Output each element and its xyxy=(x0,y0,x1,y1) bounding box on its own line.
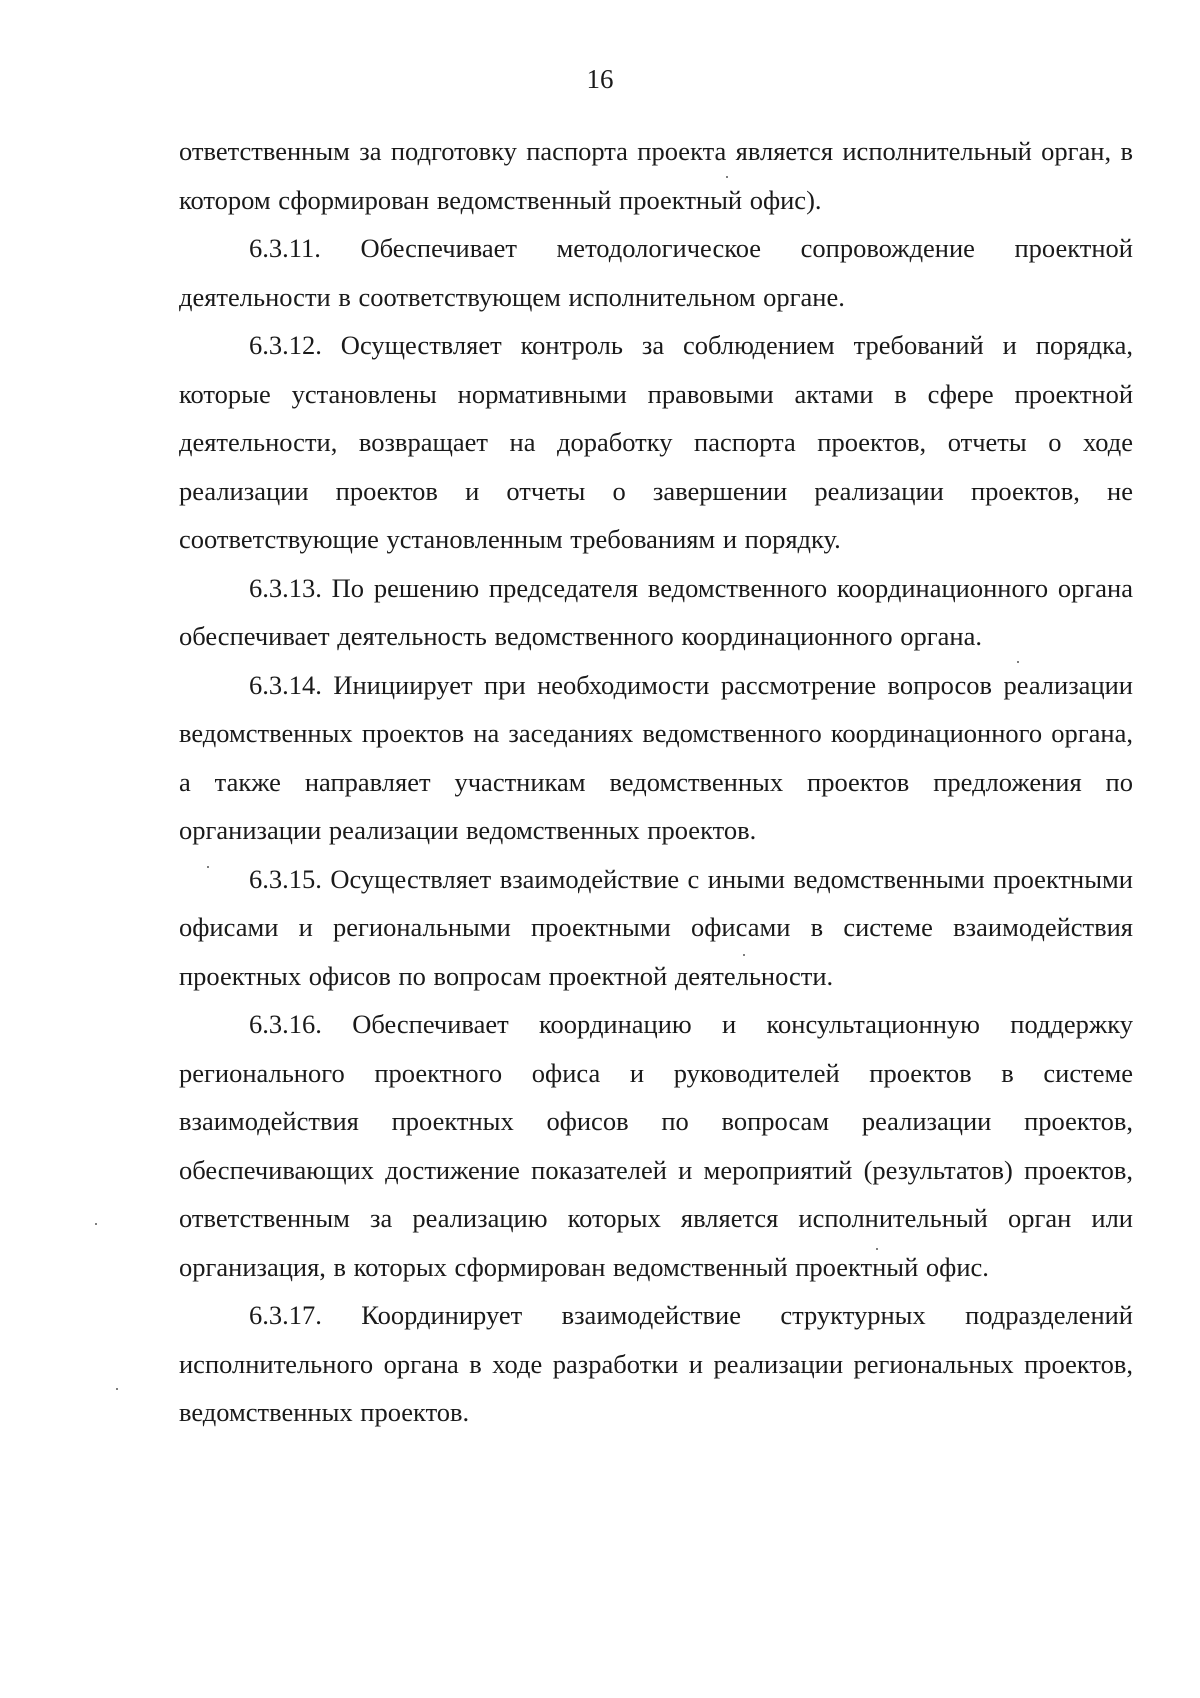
paragraph-6-3-16: 6.3.16. Обеспечивает координацию и консультационную поддержку регионального проектного офиса и руководителей проектов в системе взаимодействия проектных офисов по вопросам реализации проектов, обеспечивающих достижение показателей и мероприятий (результатов) проектов, ответственным за реализацию которых является исполнительный орган или организация, в которых сформирован ведомственный проектный офис. xyxy=(179,1009,1133,1282)
paragraph-6-3-17: 6.3.17. Координирует взаимодействие структурных подразделений исполнительного органа в ходе разработки и реализации региональных проектов, ведомственных проектов. xyxy=(179,1300,1133,1427)
paragraph-6-3-15: 6.3.15. Осуществляет взаимодействие с иными ведомственными проектными офисами и региональными проектными офисами в системе взаимодействия проектных офисов по вопросам проектной деятельности. xyxy=(179,863,1133,991)
paragraph-6-3-11: 6.3.11. Обеспечивает методологическое сопровождение проектной деятельности в соответствующем исполнительном органе. xyxy=(179,233,1133,312)
scan-speck xyxy=(876,1248,878,1250)
paragraph-6-3-12: 6.3.12. Осуществляет контроль за соблюдением требований и порядка, которые установлены нормативными правовыми актами в сфере проектной деятельности, возвращает на доработку паспорта проектов, отчеты о ходе реализации проектов и отчеты о завершении реализации проектов, не соответствующие установленным требованиям и порядку. xyxy=(179,330,1133,554)
scan-speck xyxy=(116,1388,118,1390)
scan-speck xyxy=(95,1223,97,1225)
document-body xyxy=(179,127,1133,1437)
scan-speck xyxy=(1017,661,1019,663)
paragraph-6-3-13: 6.3.13. По решению председателя ведомственного координационного органа обеспечивает деятельность ведомственного координационного органа. xyxy=(179,572,1133,651)
scan-speck xyxy=(726,176,728,178)
paragraph-6-3-14: 6.3.14. Инициирует при необходимости рассмотрение вопросов реализации ведомственных проектов на заседаниях ведомственного координационного органа, а также направляет участникам ведомственных проектов предложения по организации реализации ведомственных проектов. xyxy=(179,669,1133,845)
page-number: 16 xyxy=(586,64,614,94)
scan-speck xyxy=(207,866,209,868)
scan-speck xyxy=(743,954,745,956)
paragraph-continuation: ответственным за подготовку паспорта проекта является исполнительный орган, в котором сформирован ведомственный проектный офис). xyxy=(179,136,1133,215)
